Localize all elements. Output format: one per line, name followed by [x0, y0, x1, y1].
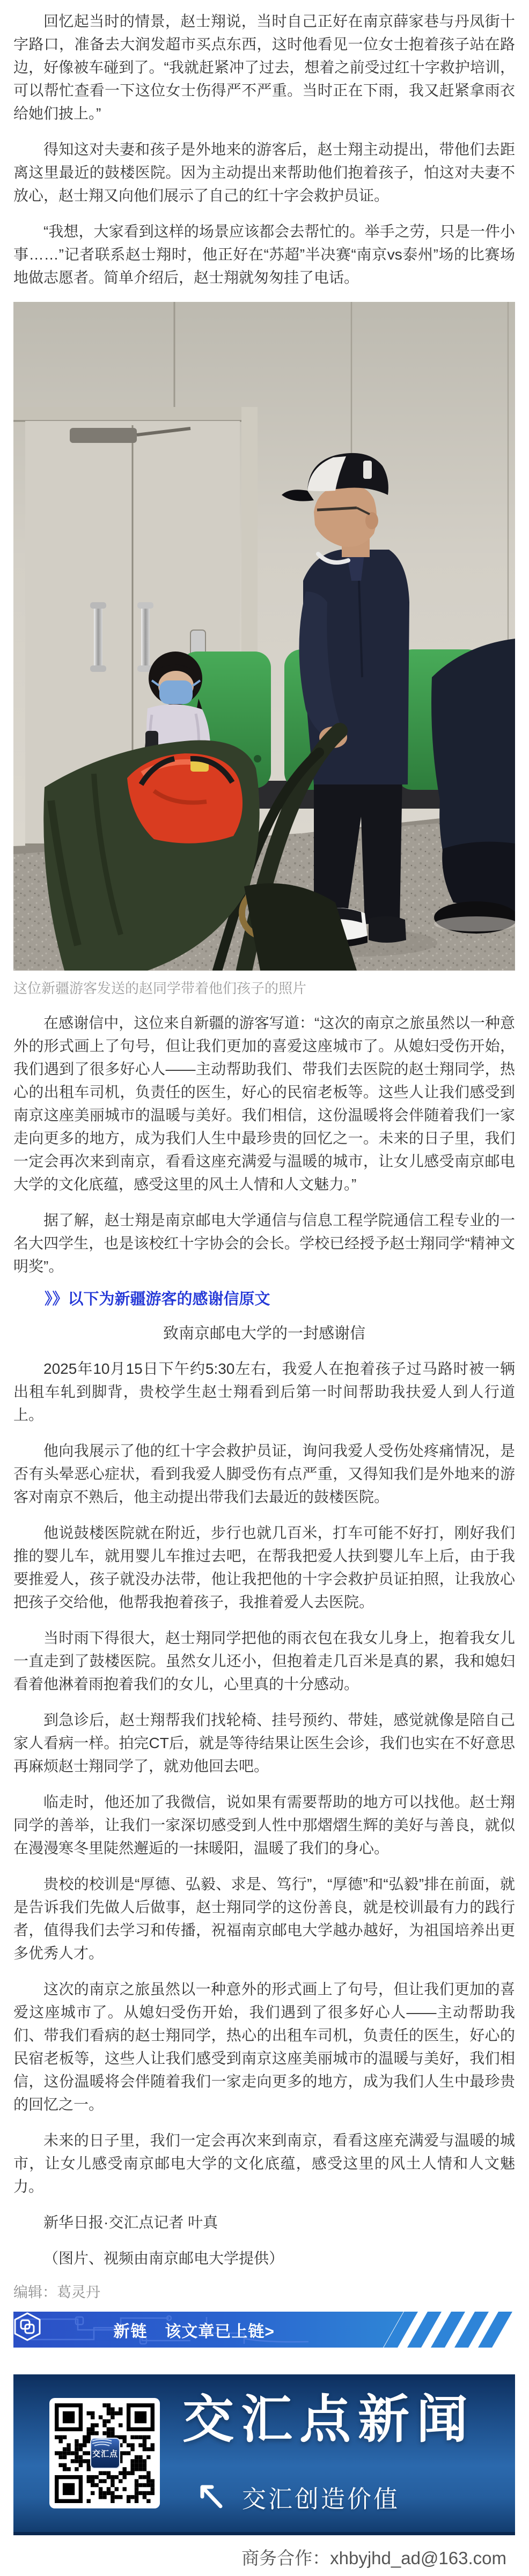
- business-contact: 商务合作：xhbyjhd_ad@163.com: [241, 2548, 506, 2568]
- banner-brand-title: 交汇点新闻: [182, 2391, 475, 2448]
- letter-paragraph: 2025年10月15日下午约5:30左右，我爱人在抱着孩子过马路时被一辆出租车轧到脚背，贵校学生赵士翔看到后第一时间帮助我扶爱人到人行道上。: [13, 1360, 515, 1423]
- footer-banner: [13, 2374, 515, 2535]
- paragraph: “我想，大家看到这样的场景应该都会去帮忙的。举手之劳，只是一件小事……”记者联系赵士翔时，他正好在“苏超”半决赛“南京vs泰州”场的比赛场地做志愿者。简单介绍后，赵士翔就匆匆挂了电话。: [13, 223, 515, 286]
- media-credit: （图片、视频由南京邮电大学提供）: [43, 2250, 284, 2267]
- cursor-arrow-icon: [195, 2481, 228, 2514]
- letter-section-link[interactable]: 》》以下为新疆游客的感谢信原文: [45, 1291, 270, 1308]
- chain-status-label: 该文章已上链>: [165, 2322, 275, 2341]
- byline: 新华日报·交汇点记者 叶真: [43, 2214, 218, 2231]
- qr-logo-label: 交汇点: [92, 2449, 118, 2459]
- letter-paragraph: 当时雨下得很大，赵士翔同学把他的雨衣包在我女儿身上，抱着我女儿一直走到了鼓楼医院。虽然女儿还小，但抱着走几百米是真的累，我和媳妇看着他淋着雨抱着我们的女儿，心里真的十分感动。: [13, 1630, 515, 1692]
- letter-paragraph: 贵校的校训是“厚德、弘毅、求是、笃行”，“厚德”和“弘毅”排在前面，就是告诉我们先做人后做事，赵士翔同学的这份善良，就是校训最有力的践行者，值得我们去学习和传播，祝福南京邮电大学越办越好，为祖国培养出更多优秀人才。: [13, 1876, 515, 1961]
- letter-paragraph: 临走时，他还加了我微信，说如果有需要帮助的地方可以找他。赵士翔同学的善举，让我们一家深切感受到人性中那熠熠生辉的美好与善良，就似在漫漫寒冬里陡然邂逅的一抹暖阳，温暖了我们的身心。: [13, 1794, 515, 1856]
- editor-line: 编辑：葛灵丹: [13, 2284, 100, 2300]
- letter-paragraph: 到急诊后，赵士翔帮我们找轮椅、挂号预约、带娃，感觉就像是陪自己家人看病一样。拍完CT后，就是等待结果让医生会诊，我们也实在不好意思再麻烦赵士翔同学了，就劝他回去吧。: [13, 1712, 515, 1774]
- photo-caption: 这位新疆游客发送的赵同学带着他们孩子的照片: [13, 980, 307, 996]
- letter-paragraph: 他说鼓楼医院就在附近，步行也就几百米，打车可能不好打，刚好我们推的婴儿车，就用婴儿车推过去吧，在帮我把爱人扶到婴儿车上后，由于我要推爱人，孩子就没办法带，他让我把他的十字会救护员证拍照，让我放心把孩子交给他，他帮我抱着孩子，我推着爱人去医院。: [13, 1524, 515, 1610]
- wave-icon: [91, 2439, 113, 2446]
- chain-link-icon: [13, 2312, 41, 2342]
- paragraph: 得知这对夫妻和孩子是外地来的游客后，赵士翔主动提出，带他们去距离这里最近的鼓楼医院。因为主动提出来帮助他们抱着孩子，怕这对夫妻不放心，赵士翔又向他们展示了自己的红十字会救护员证。: [13, 141, 515, 204]
- letter-paragraph: 未来的日子里，我们一定会再次来到南京，看看这座充满爱与温暖的城市，让女儿感受南京邮电大学的文化底蕴，感受这里的风土人情和人文魅力。: [13, 2132, 515, 2195]
- article-photo: [13, 302, 515, 971]
- banner-slogan-text: 交汇创造价值: [242, 2485, 400, 2513]
- letter-title: 致南京邮电大学的一封感谢信: [163, 1325, 365, 1342]
- letter-paragraph: 这次的南京之旅虽然以一种意外的形式画上了句号，但让我们更加的喜爱这座城市了。从媳妇受伤开始，我们遇到了很多好心人——主动帮助我们、带我们看病的赵士翔同学，热心的出租车司机，负责任的医生，好心的民宿老板等，这些人让我们感受到南京这座美丽城市的温暖与美好，我们相信，这份温暖将会伴随着我们一家走向更多的地方，成为我们人生中最珍贵的回忆之一。: [13, 1981, 515, 2113]
- letter-paragraph: 他向我展示了他的红十字会救护员证，询问我爱人受伤处疼痛情况，是否有头晕恶心症状，看到我爱人脚受伤有点严重，又得知我们是外地来的游客对南京不熟后，他主动提出带我们去最近的鼓楼医院。: [13, 1442, 515, 1505]
- paragraph: 据了解，赵士翔是南京邮电大学通信与信息工程学院通信工程专业的一名大四学生，也是该校红十字协会的会长。学校已经授予赵士翔同学“精神文明奖”。: [13, 1212, 515, 1275]
- banner-slogan: [195, 2479, 400, 2514]
- article-photo-illustration: [13, 302, 515, 971]
- qr-code: [49, 2398, 160, 2508]
- paragraph: 回忆起当时的情景，赵士翔说，当时自己正好在南京薛家巷与丹凤街十字路口，准备去大润发超市买点东西，这时他看见一位女士抱着孩子站在路边，好像被车碰到了。“我就赶紧冲了过去，想着之前受过红十字救护培训，可以帮忙查看一下这位女士伤得严不严重。当时正在下雨，我又赶紧拿雨衣给她们披上。”: [13, 13, 515, 122]
- chain-bar-content: [13, 2312, 374, 2348]
- qr-center-logo: [90, 2438, 120, 2469]
- chain-brand-label: 新链: [113, 2322, 148, 2341]
- chain-certified-bar[interactable]: [13, 2312, 515, 2348]
- paragraph: 在感谢信中，这位来自新疆的游客写道：“这次的南京之旅虽然以一种意外的形式画上了句号，但让我们更加的喜爱这座城市了。从媳妇受伤开始，我们遇到了很多好心人——主动帮助我们、带我们去医院的赵士翔同学，热心的出租车司机，负责任的医生，好心的民宿老板等。这些人让我们感受到南京这座美丽城市的温暖与美好。我们相信，这份温暖将会伴随着我们一家走向更多的地方，成为我们人生中最珍贵的回忆之一。未来的日子里，我们一定会再次来到南京，看看这座充满爱与温暖的城市，让女儿感受南京邮电大学的文化底蕴，感受这里的风土人情和人文魅力。”: [13, 1015, 515, 1193]
